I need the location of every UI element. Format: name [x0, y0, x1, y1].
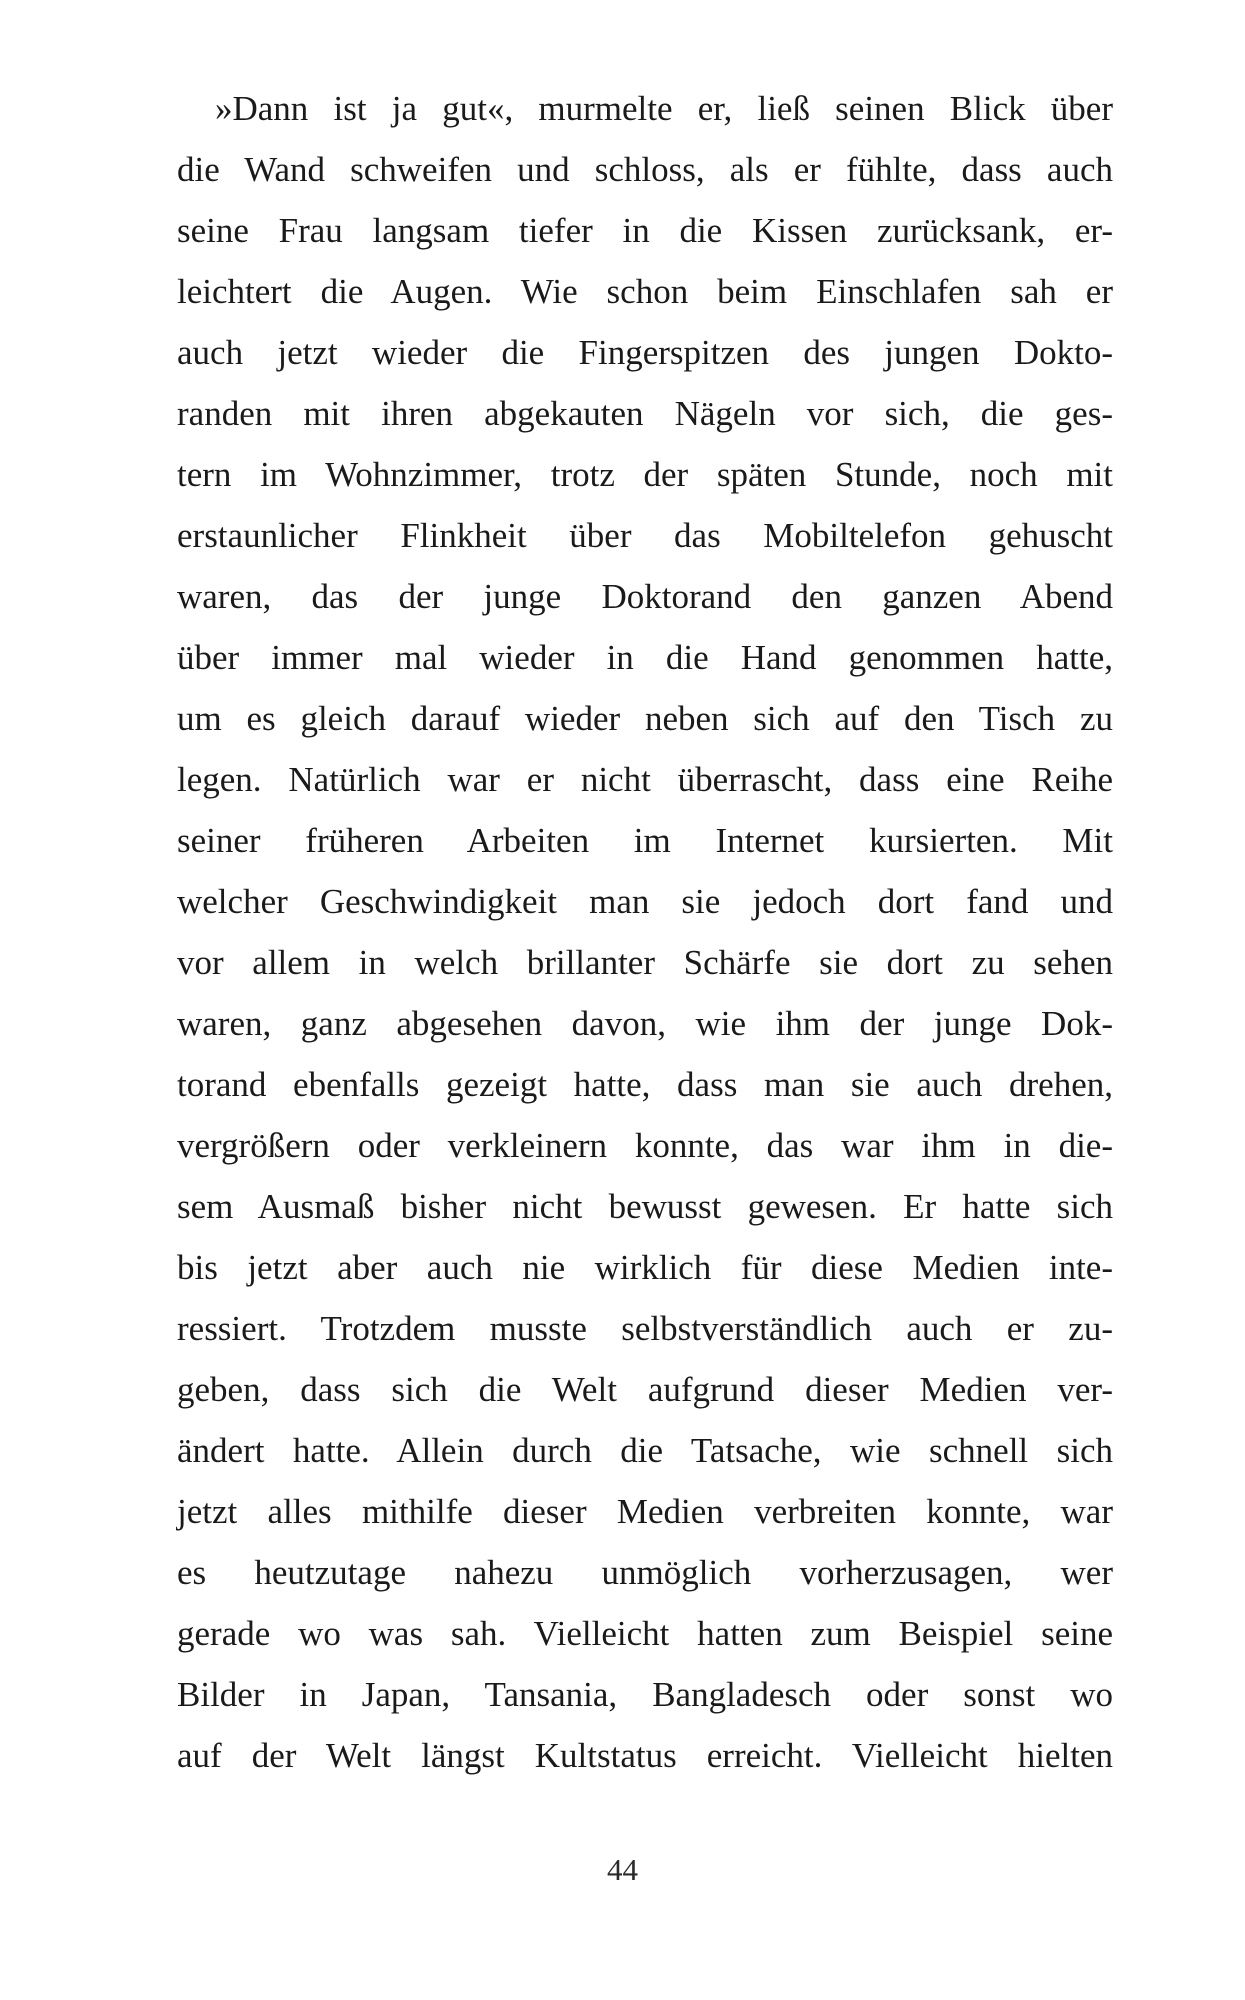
- text-line: vergrößern oder verkleinern konnte, das war ihm in die-: [177, 1126, 1113, 1165]
- text-line: die Wand schweifen und schloss, als er fühlte, dass auch: [177, 150, 1113, 189]
- text-line: waren, ganz abgesehen davon, wie ihm der junge Dok-: [177, 1004, 1113, 1043]
- text-line: vor allem in welch brillanter Schärfe sie dort zu sehen: [177, 943, 1113, 982]
- text-line: seiner früheren Arbeiten im Internet kursierten. Mit: [177, 821, 1113, 860]
- text-line: seine Frau langsam tiefer in die Kissen zurücksank, er-: [177, 211, 1113, 250]
- text-line: ressiert. Trotzdem musste selbstverständlich auch er zu-: [177, 1309, 1113, 1348]
- text-line: auch jetzt wieder die Fingerspitzen des jungen Dokto-: [177, 333, 1113, 372]
- body-text: [177, 78, 1113, 1786]
- page-number: 44: [607, 1852, 638, 1887]
- text-line: es heutzutage nahezu unmöglich vorherzusagen, wer: [177, 1553, 1113, 1592]
- text-line: gerade wo was sah. Vielleicht hatten zum Beispiel seine: [177, 1614, 1113, 1653]
- text-line: tern im Wohnzimmer, trotz der späten Stunde, noch mit: [177, 455, 1113, 494]
- text-line: geben, dass sich die Welt aufgrund dieser Medien ver-: [177, 1370, 1113, 1409]
- text-line: um es gleich darauf wieder neben sich auf den Tisch zu: [177, 699, 1113, 738]
- text-line: Bilder in Japan, Tansania, Bangladesch oder sonst wo: [177, 1675, 1113, 1714]
- text-line: torand ebenfalls gezeigt hatte, dass man sie auch drehen,: [177, 1065, 1113, 1104]
- text-line: randen mit ihren abgekauten Nägeln vor sich, die ges-: [177, 394, 1113, 433]
- text-line: »Dann ist ja gut«, murmelte er, ließ seinen Blick über: [215, 89, 1113, 128]
- text-line: erstaunlicher Flinkheit über das Mobiltelefon gehuscht: [177, 516, 1113, 555]
- text-line: welcher Geschwindigkeit man sie jedoch dort fand und: [177, 882, 1113, 921]
- text-line: bis jetzt aber auch nie wirklich für diese Medien inte-: [177, 1248, 1113, 1287]
- text-line: waren, das der junge Doktorand den ganzen Abend: [177, 577, 1113, 616]
- text-line: jetzt alles mithilfe dieser Medien verbreiten konnte, war: [177, 1492, 1113, 1531]
- text-line: legen. Natürlich war er nicht überrascht, dass eine Reihe: [177, 760, 1113, 799]
- text-line: über immer mal wieder in die Hand genommen hatte,: [177, 638, 1113, 677]
- text-line: sem Ausmaß bisher nicht bewusst gewesen. Er hatte sich: [177, 1187, 1113, 1226]
- text-line: ändert hatte. Allein durch die Tatsache, wie schnell sich: [177, 1431, 1113, 1470]
- text-line: auf der Welt längst Kultstatus erreicht. Vielleicht hielten: [177, 1736, 1113, 1775]
- text-line: leichtert die Augen. Wie schon beim Einschlafen sah er: [177, 272, 1113, 311]
